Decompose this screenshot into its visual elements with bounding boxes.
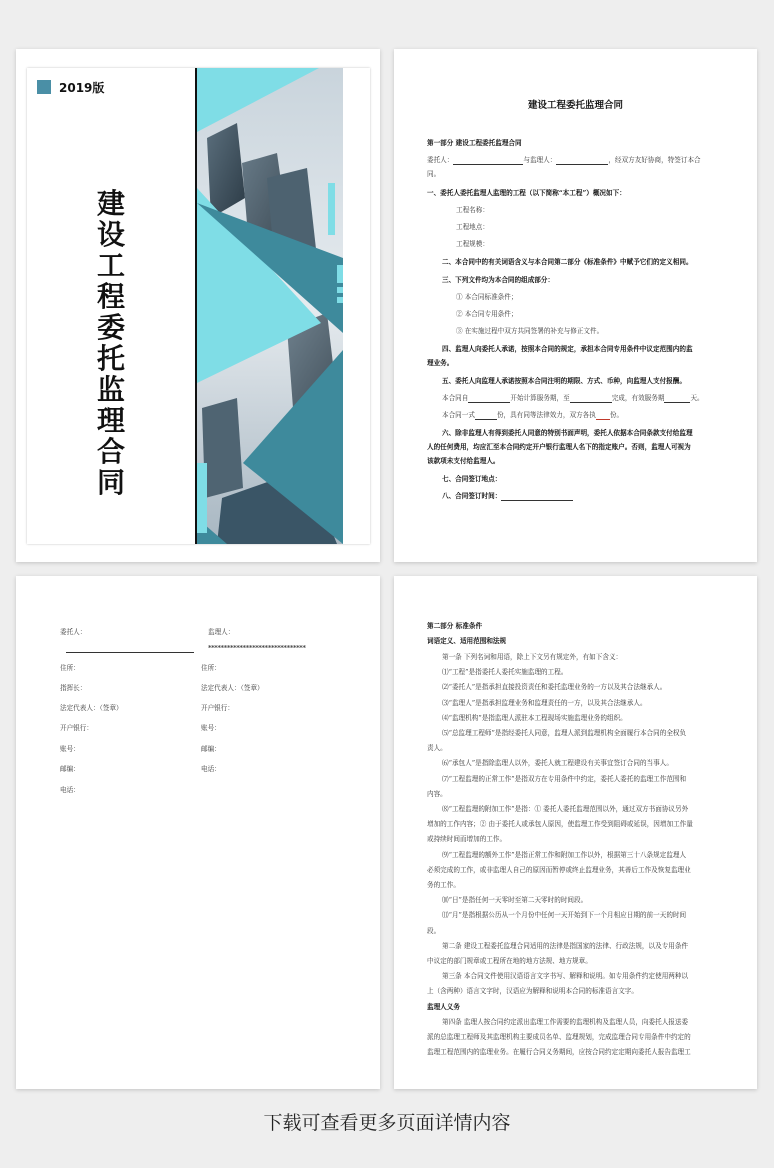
supervisor-postcode: 邮编：: [201, 745, 221, 753]
condition-line: 务的工作。: [427, 881, 460, 889]
term-days-blank: [664, 395, 690, 403]
copies-blank: [475, 412, 497, 420]
section-7: 七、合同签订地点：: [442, 475, 502, 483]
condition-line: ⑽“日”是指任何一天零时至第二天零时的时间段。: [442, 896, 588, 904]
client-commander: 指挥长：: [60, 684, 87, 692]
signature-page: [16, 576, 380, 1089]
parties-text: ，经双方友好协商，特签订本合: [608, 156, 701, 164]
client-signature-label: 委托人：: [60, 628, 87, 636]
condition-line: ⑹“承包人”是指除监理人以外，委托人就工程建设有关事宜签订合同的当事人。: [442, 759, 673, 767]
condition-line: ⑶“监理人”是指承担监理业务和监理责任的一方，以及其合法继承人。: [442, 699, 647, 707]
parties-line: [427, 156, 701, 165]
cover-building-collage-icon: [197, 68, 343, 544]
client-blank: [453, 157, 523, 165]
copies-line: [442, 411, 623, 420]
client-phone: 电话：: [60, 786, 80, 794]
condition-line: 段。: [427, 927, 441, 935]
contract-title: 建设工程委托监理合同: [527, 100, 623, 111]
supervisor-bank: 开户银行：: [201, 704, 234, 712]
condition-line: ⑷“监理机构”是指监理人派驻本工程现场实施监理业务的组织。: [442, 714, 627, 722]
supervisor-phone: 电话：: [201, 765, 221, 773]
condition-line: 内容。: [427, 790, 447, 798]
year-marker-icon: [37, 80, 51, 94]
client-legal-rep: 法定代表人：（签章）: [60, 704, 123, 712]
client-signature-line: [66, 652, 194, 653]
copies-each-blank: [596, 412, 610, 420]
definitions-subheading: 词语定义、适用范围和法规: [427, 637, 507, 645]
condition-line: ⑺“工程监理的正常工作”是指双方在专用条件中约定，委托人委托的监理工作范围和: [442, 775, 687, 783]
condition-tail-line: 第四条 监理人按合同约定派出监理工作需要的监理机构及监理人员，向委托人报送委: [442, 1018, 689, 1026]
condition-line: ⑴“工程”是指委托人委托实施监理的工程。: [442, 668, 568, 676]
condition-line: 第三条 本合同文件使用汉语语言文字书写、解释和说明。如专用条件约定使用两种以: [442, 972, 689, 980]
section-6: 六、除非监理人有得到委托人同意的特别书面声明，委托人依据本合同条款支付给监理: [442, 429, 693, 437]
doc-item-1: ① 本合同标准条件；: [456, 293, 518, 301]
term-end-label: 开始计算服务期，至: [510, 394, 570, 402]
supervisor-blank: [556, 157, 608, 165]
parties-line-end: 同。: [427, 170, 441, 178]
doc-item-3: ③ 在实施过程中双方共同签署的补充与修正文件。: [456, 327, 604, 335]
part1-heading: 第一部分 建设工程委托监理合同: [427, 139, 522, 147]
section-6-cont: 人的任何费用，均应汇至本合同约定开户银行监理人名下的指定账户。否则，监理人可视为: [427, 443, 691, 451]
supervisor-legal-rep: 法定代表人：（签章）: [201, 684, 264, 692]
condition-line: 第二条 建设工程委托监理合同适用的法律是指国家的法律、行政法规，以及专用条件: [442, 942, 689, 950]
client-bank: 开户银行：: [60, 724, 93, 732]
section-1: 一、委托人委托监理人监理的工程（以下简称“本工程”）概况如下：: [427, 189, 626, 197]
supervisor-signature-label: 监理人：: [208, 628, 235, 636]
download-caption: 下载可查看更多页面详情内容: [263, 1112, 511, 1134]
project-location: 工程地点：: [456, 223, 489, 231]
condition-tail-line: 监理工程范围内的监理业务。在履行合同义务期间，应按合同约定定期向委托人报告监理工: [427, 1048, 691, 1056]
section-4-end: 理业务。: [427, 359, 454, 367]
term-period-label: 完成，有效服务期: [611, 394, 665, 402]
project-scale: 工程规模：: [456, 240, 489, 248]
condition-line: 必须完成的工作，或非监理人自己的原因而暂停或终止监理业务，其善后工作及恢复监理业: [427, 866, 691, 874]
supervisor-account: 账号：: [201, 724, 221, 732]
part2-heading: 第二部分 标准条件: [427, 622, 483, 630]
section-8: [442, 492, 573, 501]
condition-line: ⑻“工程监理的附加工作”是指：① 委托人委托监理范围以外，通过双方书面协议另外: [442, 805, 689, 813]
client-postcode: 邮编：: [60, 765, 80, 773]
condition-line: 上（含两种）语言文字时，汉语应为解释和说明本合同的标准语言文字。: [427, 987, 638, 995]
copies-text: 份，具有同等法律效力，双方各执: [496, 411, 596, 419]
term-line: [442, 394, 704, 403]
client-label: 委托人：: [427, 156, 454, 164]
doc-item-2: ② 本合同专用条件；: [456, 310, 518, 318]
condition-line: 中议定的部门规章或工程所在地的地方法规、地方规章。: [427, 957, 592, 965]
copies-unit: 份。: [609, 411, 624, 419]
signing-time-label: 八、合同签订时间：: [442, 492, 502, 500]
copies-label: 本合同一式: [442, 411, 475, 419]
term-end-blank: [570, 395, 612, 403]
conditions-page: [394, 576, 757, 1089]
condition-line: 增加的工作内容；② 由于委托人或承包人原因，使监理工作受到阻碍或延误，因增加工作量: [427, 820, 693, 828]
section-2: 二、本合同中的有关词语含义与本合同第二部分《标准条件》中赋予它们的定义相同。: [442, 258, 693, 266]
section-4: 四、监理人向委托人承诺，按照本合同的规定，承担本合同专用条件中议定范围内的监: [442, 345, 693, 353]
condition-line: 责人。: [427, 744, 447, 752]
condition-line: ⑸“总监理工程师”是指经委托人同意，监理人派到监理机构全面履行本合同的全权负: [442, 729, 687, 737]
project-name: 工程名称：: [456, 206, 489, 214]
supervisor-duties-subheading: 监理人义务: [427, 1003, 460, 1011]
supervisor-mask: *******************************: [208, 644, 306, 652]
condition-line: ⑵“委托人”是指承担直接投资责任和委托监理业务的一方以及其合法继承人。: [442, 683, 667, 691]
client-account: 账号：: [60, 745, 80, 753]
term-days-unit: 天。: [690, 394, 704, 402]
condition-tail-line: 派的总监理工程师及其监理机构主要成员名单、监理规划，完成监理合同专用条件中约定的: [427, 1033, 691, 1041]
condition-line: ⑼“工程监理的额外工作”是指正常工作和附加工作以外，根据第三十八条规定监理人: [442, 851, 687, 859]
supervisor-address: 住所：: [201, 664, 221, 672]
supervisor-label: 与监理人：: [523, 156, 557, 164]
client-address: 住所：: [60, 664, 80, 672]
section-3: 三、下列文件均为本合同的组成部分：: [442, 276, 555, 284]
cover-year: 2019版: [59, 81, 105, 95]
cover-sheet: [27, 68, 370, 544]
cover-title: 建设工程委托监理合同: [96, 187, 125, 499]
section-6-end: 该款项未支付给监理人。: [427, 457, 500, 465]
section-5: 五、委托人向监理人承诺按照本合同注明的期限、方式、币种，向监理人支付报酬。: [442, 377, 686, 385]
term-start-blank: [468, 395, 510, 403]
cover-page: [16, 49, 380, 562]
term-start-label: 本合同自: [442, 394, 469, 402]
condition-line: 或持续时间而增加的工作。: [427, 835, 507, 843]
condition-line: ⑾“月”是指根据公历从一个月份中任何一天开始到下一个月相应日期的前一天的时间: [442, 911, 687, 919]
signing-time-blank: [501, 493, 573, 501]
contract-page-1: [394, 49, 757, 562]
condition-line: 第一条 下列名词和用语，除上下文另有规定外，有如下含义：: [442, 653, 623, 661]
